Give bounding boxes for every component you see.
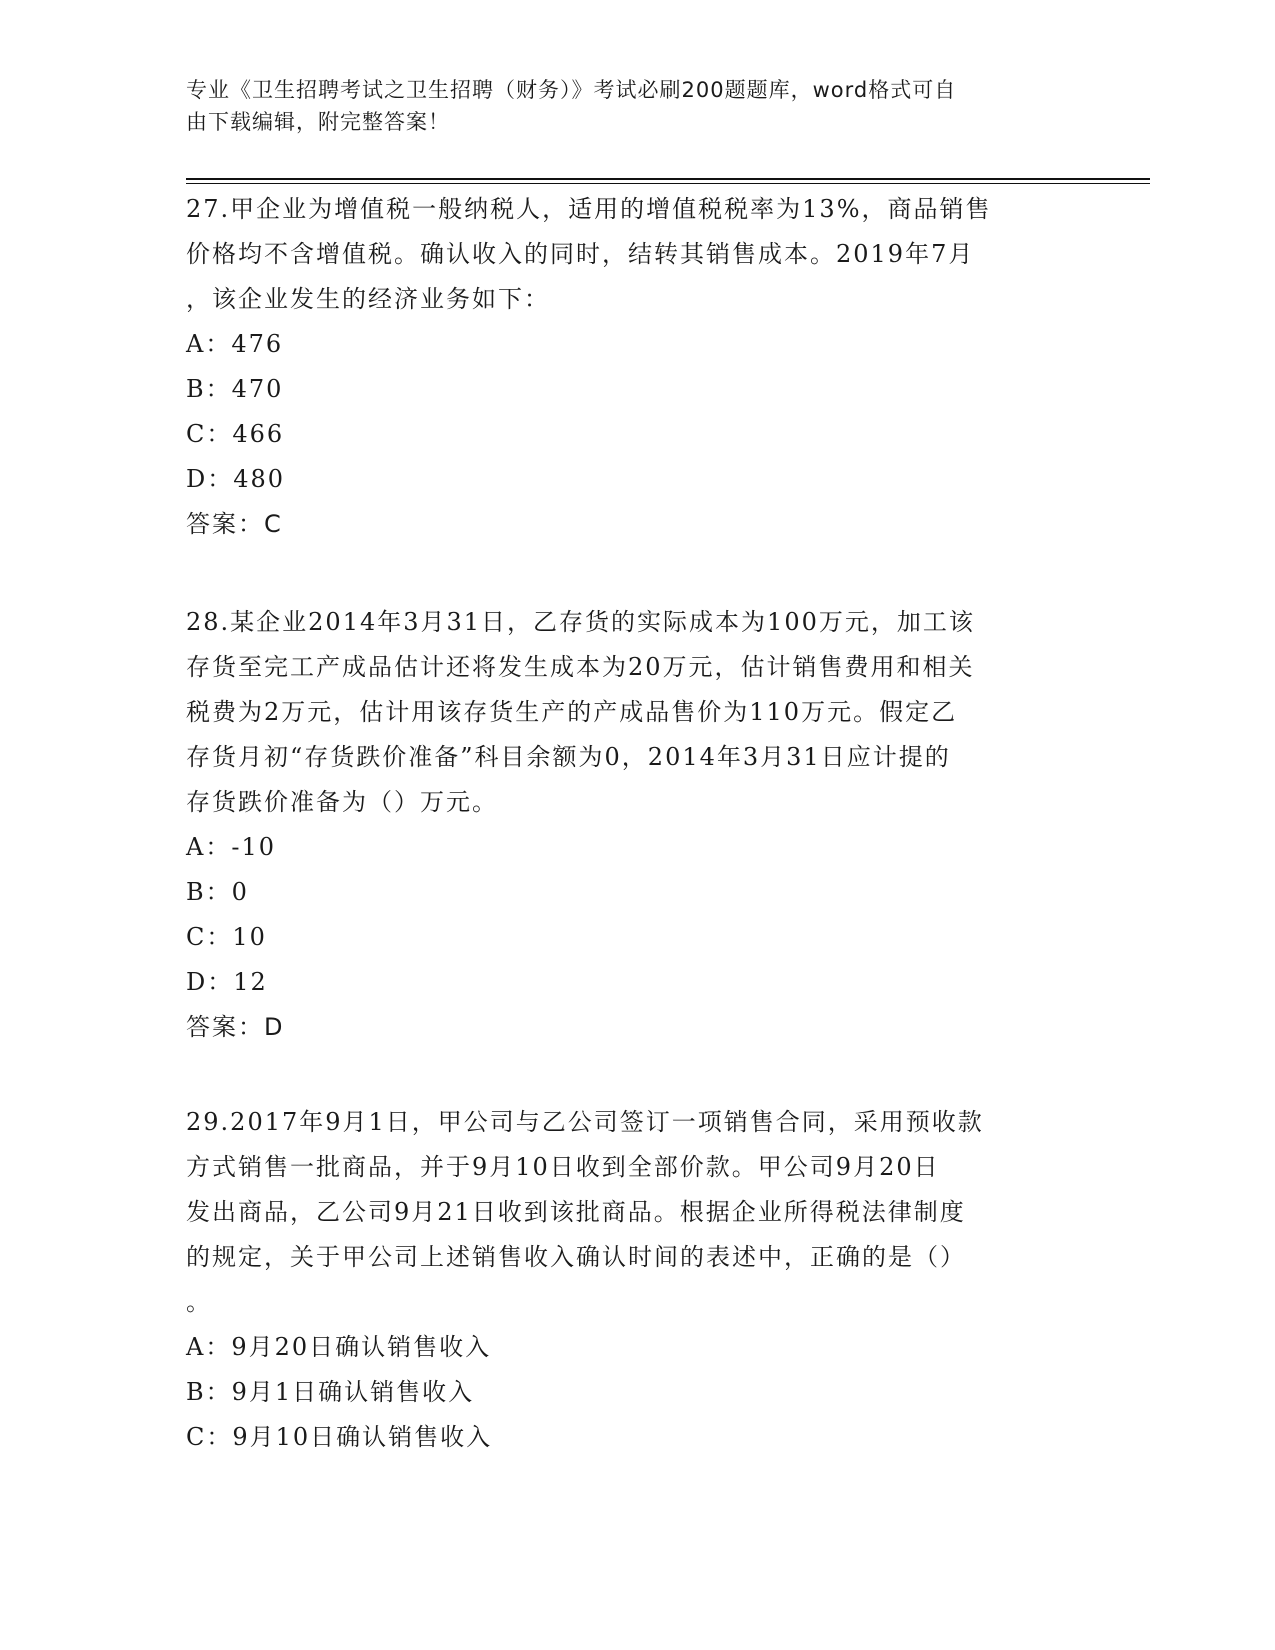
question-stem-line: 方式销售一批商品，并于9月10日收到全部价款。甲公司9月20日 — [186, 1153, 940, 1181]
option-text: 9月20日确认销售收入 — [231, 1333, 492, 1361]
header-line-2: 由下载编辑，附完整答案！ — [186, 110, 450, 134]
document-header — [186, 74, 1066, 138]
option-letter: C： — [186, 1423, 233, 1451]
option-text: 12 — [233, 968, 268, 996]
option-letter: A： — [186, 330, 232, 358]
option-c — [186, 1415, 1086, 1460]
option-text: -10 — [231, 833, 276, 861]
option-letter: A： — [186, 833, 232, 861]
question-stem-line: 的规定，关于甲公司上述销售收入确认时间的表述中，正确的是（） — [186, 1243, 966, 1271]
option-text: 0 — [231, 878, 249, 906]
answer-line: 答案：D — [186, 1013, 285, 1041]
header-line-1: 专业《卫生招聘考试之卫生招聘（财务）》考试必刷200题题库，word格式可自 — [186, 78, 957, 102]
option-d — [186, 960, 1086, 1005]
option-d — [186, 457, 1086, 502]
option-text: 476 — [231, 330, 284, 358]
question-stem-line: 价格均不含增值税。确认收入的同时，结转其销售成本。2019年7月 — [186, 240, 975, 268]
option-letter: B： — [186, 878, 232, 906]
question-28 — [186, 600, 1086, 1050]
option-letter: C： — [186, 420, 233, 448]
option-letter: B： — [186, 375, 232, 403]
option-letter: B： — [186, 1378, 232, 1406]
option-c — [186, 915, 1086, 960]
option-b — [186, 367, 1086, 412]
option-letter: D： — [186, 968, 234, 996]
option-text: 9月10日确认销售收入 — [232, 1423, 493, 1451]
option-text: 470 — [231, 375, 284, 403]
question-29 — [186, 1100, 1086, 1460]
option-b — [186, 1370, 1086, 1415]
answer-line: 答案：C — [186, 510, 283, 538]
option-a — [186, 1325, 1086, 1370]
option-letter: C： — [186, 923, 233, 951]
question-stem-line: 税费为2万元，估计用该存货生产的产成品售价为110万元。假定乙 — [186, 698, 958, 726]
option-a — [186, 322, 1086, 367]
question-stem-line: 存货月初“存货跌价准备”科目余额为0，2014年3月31日应计提的 — [186, 743, 951, 771]
question-27 — [186, 187, 1086, 547]
question-stem-line: 29.2017年9月1日，甲公司与乙公司签订一项销售合同，采用预收款 — [186, 1108, 984, 1136]
question-stem-line: 发出商品，乙公司9月21日收到该批商品。根据企业所得税法律制度 — [186, 1198, 966, 1226]
question-stem-line: 27.甲企业为增值税一般纳税人，适用的增值税税率为13%，商品销售 — [186, 195, 992, 223]
option-letter: D： — [186, 465, 234, 493]
question-stem-line: 存货至完工产成品估计还将发生成本为20万元，估计销售费用和相关 — [186, 653, 975, 681]
question-stem-line: 。 — [186, 1288, 212, 1316]
question-stem-line: 存货跌价准备为（）万元。 — [186, 788, 498, 816]
option-text: 466 — [232, 420, 285, 448]
question-stem-line: 28.某企业2014年3月31日，乙存货的实际成本为100万元，加工该 — [186, 608, 975, 636]
option-text: 480 — [233, 465, 286, 493]
option-text: 9月1日确认销售收入 — [231, 1378, 475, 1406]
option-a — [186, 825, 1086, 870]
option-b — [186, 870, 1086, 915]
option-c — [186, 412, 1086, 457]
option-letter: A： — [186, 1333, 232, 1361]
option-text: 10 — [232, 923, 267, 951]
header-divider-thin — [186, 183, 1150, 184]
header-divider-thick — [186, 178, 1150, 180]
question-stem-line: ，该企业发生的经济业务如下： — [186, 285, 550, 313]
